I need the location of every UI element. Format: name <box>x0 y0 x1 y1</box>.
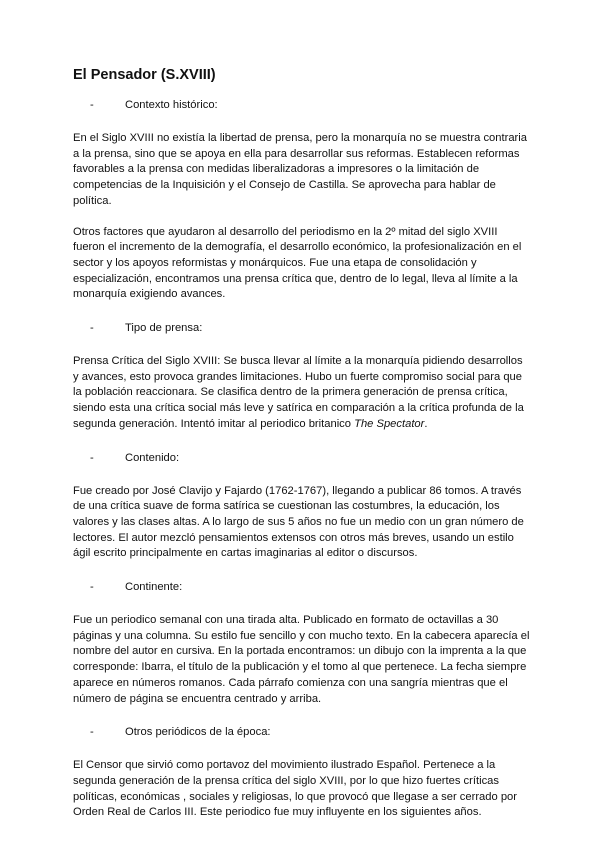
paragraph: El Censor que sirvió como portavoz del movimiento ilustrado Español. Pertenece a la segunda generación de la prensa crítica del siglo XVIII, por lo que hizo fuertes críticas políticas, económicas , sociales y religiosas, lo que provocó que llegase a ser cerrado por Orden Real de Carlos III. Este periodico fue muy influyente en los siguientes años. <box>73 759 518 819</box>
section-heading-tipo <box>73 321 530 336</box>
section-heading-label: Otros periódicos de la época: <box>125 726 271 739</box>
paragraph: Fue creado por José Clavijo y Fajardo (1762-1767), llegando a publicar 86 tomos. A través de una crítica suave de forma satírica se cuestionan las costumbres, la educación, los valores y las clases altas. A lo largo de sus 5 años no fue un medio con un gran número de lectores. El autor mezcló pensamientos extensos con otros más breves, usando un estilo ágil escrito principalmente en cartas imaginarias al editor o discursos. <box>73 484 524 560</box>
section-heading-label: Contexto histórico: <box>125 99 218 111</box>
section-heading-label: Continente: <box>125 581 183 594</box>
bullet-dash: - <box>90 451 94 464</box>
section-heading-otros <box>73 725 530 740</box>
section-heading-label: Tipo de prensa: <box>125 322 203 335</box>
document-title: El Pensador (S.XVIII) <box>73 67 216 83</box>
paragraph: Fue un periodico semanal con una tirada alta. Publicado en formato de octavillas a 30 páginas y una columna. Su estilo fue sencillo y con mucho texto. En la cabecera aparecía el nombre del autor en cursiva. En la portada encontramos: un dibujo con la imprenta a la que corresponde: Ibarra, el título de la publicación y el tomo al que pertenece. La fecha siempre aparece en números romanos. Cada párrafo comienza con una sangría mientras que el número de página se encuentra centrado y arriba. <box>73 614 530 705</box>
paragraph <box>73 354 530 433</box>
section-heading-contenido <box>73 451 530 466</box>
section-heading-label: Contenido: <box>125 451 180 464</box>
bullet-dash: - <box>90 322 94 335</box>
section-heading-contexto <box>73 98 530 113</box>
paragraph: En el Siglo XVIII no existía la libertad de prensa, pero la monarquía no se muestra contraria a la prensa, sino que se apoya en ella para desarrollar sus reformas. Establecen reformas favorables a la prensa con medidas liberalizadoras a impresores o la limitación de competencias de la Inquisición y el Consejo de Castilla. Se aprovecha para hablar de política. <box>73 132 527 207</box>
bullet-dash: - <box>90 99 94 111</box>
bullet-dash: - <box>90 726 94 739</box>
paragraph-text: Prensa Crítica del Siglo XVIII: Se busca llevar al límite a la monarquía pidiendo desarrollos y avances, esto provoca grandes limitaciones. Hubo un fuerte compromiso social para que la población reaccionara. Se clasifica dentro de la primera generación de prensa crítica, siendo esta una crítica social más leve y satírica en comparación a la crítica profunda de la segunda generación. Intentó imitar al periodico britanico <box>73 355 524 430</box>
bullet-dash: - <box>90 581 94 594</box>
paragraph-end: . <box>424 417 428 430</box>
paragraph: Otros factores que ayudaron al desarrollo del periodismo en la 2º mitad del siglo XVIII fueron el incremento de la demografía, el desarrollo económico, la profesionalización en el sector y los apoyos reformistas y monárquicos. Fue una etapa de consolidación y especialización, encontramos una prensa crítica que, dentro de lo legal, lleva al límite a la monarquía exigiendo avances. <box>73 225 522 301</box>
section-heading-continente <box>73 580 530 595</box>
publication-name: The Spectator <box>354 417 425 430</box>
